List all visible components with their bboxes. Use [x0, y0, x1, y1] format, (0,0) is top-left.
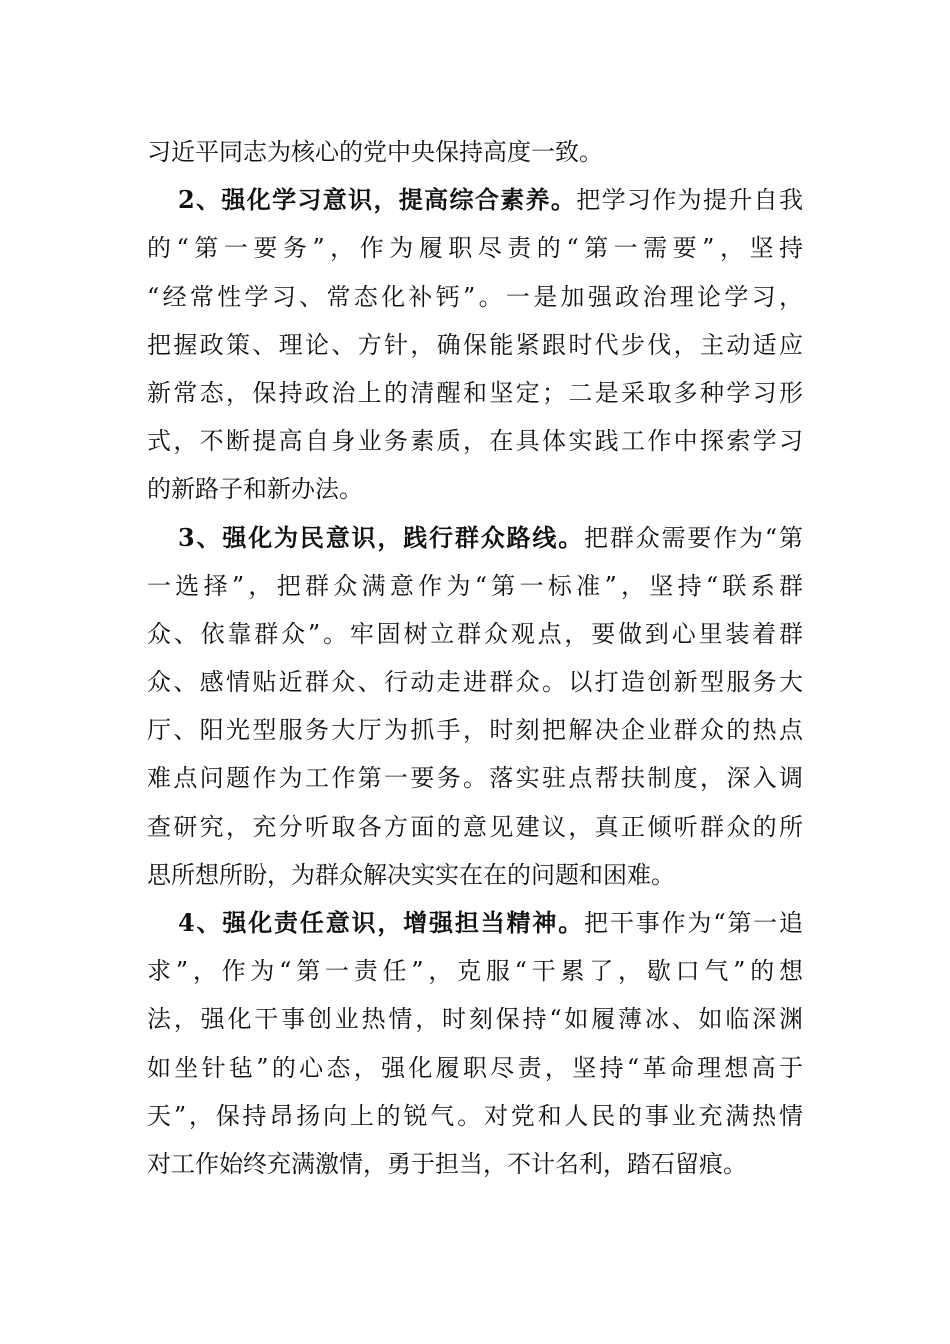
section-4-first-line [147, 899, 803, 947]
section-2-line-4: 新常态，保持政治上的清醒和坚定；二是采取多种学习形 [147, 378, 803, 407]
section-3-line-7: 思所想所盼，为群众解决实实在在的问题和困难。 [147, 860, 675, 889]
section-4-line-3: 如坐针毡”的心态，强化履职尽责，坚持“革命理想高于 [147, 1053, 803, 1082]
section-3-line-3: 众、感情贴近群众、行动走进群众。以打造创新型服务大 [147, 668, 803, 697]
section-2-line-1: 的“第一要务”，作为履职尽责的“第一需要”，坚持 [147, 234, 803, 263]
section-3-line-6: 查研究，充分听取各方面的意见建议，真正倾听群众的所 [147, 812, 803, 841]
section-2-line-5: 式，不断提高自身业务素质，在具体实践工作中探索学习 [147, 427, 803, 456]
section-2-line-0: 把学习作为提升自我 [576, 186, 803, 215]
section-3-line-0: 把群众需要作为“第 [584, 523, 803, 552]
section-2-line-2: “经常性学习、常态化补钙”。一是加强政治理论学习， [147, 282, 803, 311]
section-2-first-line [147, 176, 803, 224]
document-body [147, 128, 803, 1188]
section-4-line-5: 对工作始终充满激情，勇于担当，不计名利，踏石留痕。 [147, 1149, 747, 1178]
section-3-line-1: 一选择”，把群众满意作为“第一标准”，坚持“联系群 [147, 571, 803, 600]
section-4-heading: 4、强化责任意识，增强担当精神。 [178, 908, 585, 937]
section-3-heading: 3、强化为民意识，践行群众路线。 [178, 522, 585, 552]
section-3-line-2: 众、依靠群众”。牢固树立群众观点，要做到心里装着群 [147, 619, 803, 648]
section-4-line-2: 法，强化干事创业热情，时刻保持“如履薄冰、如临深渊 [147, 1005, 803, 1034]
section-2-heading: 2、强化学习意识，提高综合素养。 [178, 185, 577, 215]
section-4-line-4: 天”，保持昂扬向上的锐气。对党和人民的事业充满热情 [147, 1101, 803, 1130]
intro-line: 习近平同志为核心的党中央保持高度一致。 [147, 138, 603, 166]
section-3-first-line [147, 514, 803, 562]
section-3-line-5: 难点问题作为工作第一要务。落实驻点帮扶制度，深入调 [147, 764, 803, 793]
section-2-line-3: 把握政策、理论、方针，确保能紧跟时代步伐，主动适应 [147, 330, 803, 359]
section-4-line-1: 求”，作为“第一责任”，克服“干累了，歇口气”的想 [147, 957, 803, 986]
section-3-line-4: 厅、阳光型服务大厅为抓手，时刻把解决企业群众的热点 [147, 716, 803, 745]
section-2-line-6: 的新路子和新办法。 [147, 475, 363, 504]
section-4-line-0: 把干事作为“第一追 [584, 909, 803, 937]
